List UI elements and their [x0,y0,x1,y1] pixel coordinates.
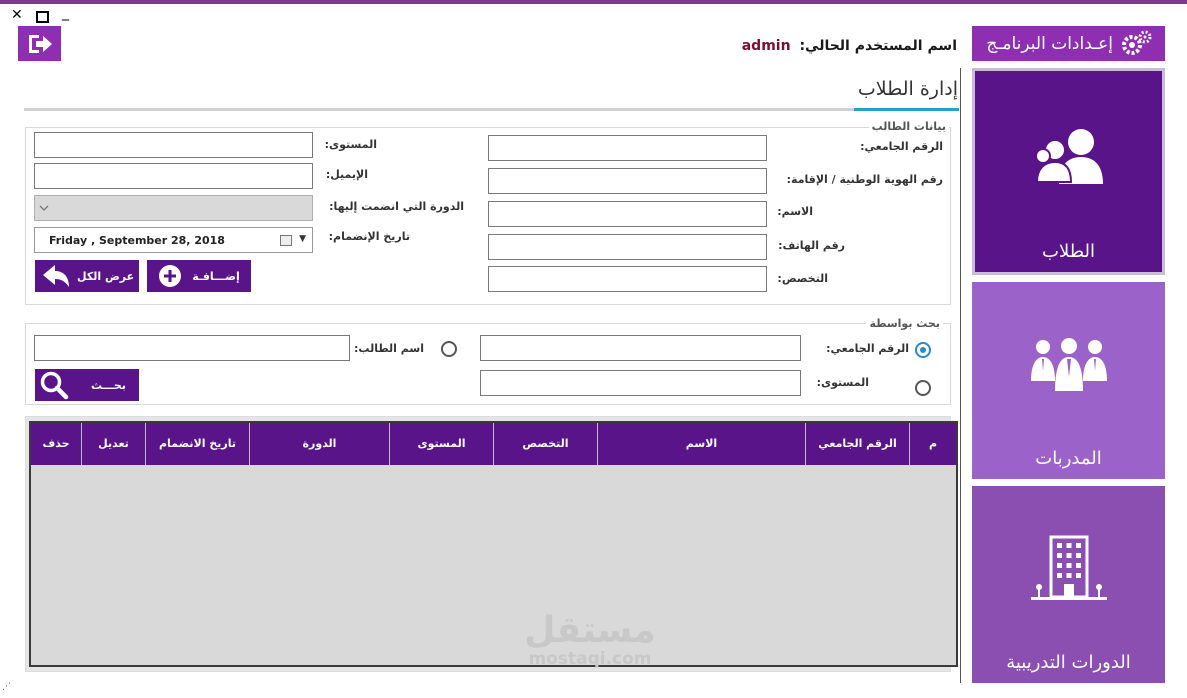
search-university-id-label: الرقم الجامعي: [826,342,909,355]
grid-header [31,423,956,465]
sidebar-tile-students-label: الطلاب [1042,241,1095,262]
watermark-latin: mostaqi.com [528,649,652,669]
national-id-input[interactable] [488,168,767,194]
dropdown-arrow-icon: ▼ [299,234,306,244]
settings-button[interactable] [972,26,1165,61]
col-name[interactable]: الاسم [597,423,805,465]
sidebar-tile-trainers[interactable] [972,282,1165,479]
course-select[interactable] [34,195,313,221]
window-accent-bar [0,0,1187,4]
email-input[interactable] [34,163,313,189]
search-name-input[interactable] [34,335,350,361]
col-level[interactable]: المستوى [389,423,493,465]
university-id-label: الرقم الجامعي: [860,140,943,153]
col-join-date[interactable]: تاريخ الانضمام [145,423,249,465]
student-data-legend: بيانات الطالب [869,120,949,133]
calendar-icon [280,235,292,246]
current-user-label: اسم المستخدم الحالي: [799,38,957,54]
sidebar-tile-courses[interactable] [972,486,1165,683]
course-label: الدورة التي انضمت إليها: [329,200,464,213]
current-user [742,38,957,54]
col-course[interactable]: الدورة [249,423,389,465]
page-title: إدارة الطلاب [857,78,958,100]
add-button[interactable] [147,260,251,292]
major-input[interactable] [488,266,767,292]
show-all-button[interactable] [35,260,139,292]
chevron-down-icon [39,205,49,211]
sidebar-divider [960,68,961,683]
search-university-id-input[interactable] [480,335,801,361]
join-date-picker[interactable] [34,227,313,253]
show-all-button-label: عرض الكل [77,269,135,283]
search-icon [39,370,69,400]
back-arrow-icon [41,263,71,289]
col-index[interactable]: م [909,423,956,465]
search-by-name-radio[interactable] [441,341,457,357]
col-major[interactable]: التخصص [493,423,597,465]
add-button-label: إضـــافـة [192,269,240,283]
sidebar-tile-courses-label: الدورات التدريبية [1006,652,1131,673]
university-id-input[interactable] [488,135,767,161]
gears-icon [1119,29,1153,59]
logout-button[interactable] [18,26,61,61]
search-legend: بحث بواسطة [866,317,943,330]
level-input[interactable] [34,132,313,158]
level-label: المستوى: [324,138,377,151]
search-level-input[interactable] [480,370,801,396]
national-id-label: رقم الهوية الوطنية / الإقامة: [786,173,943,186]
sidebar-tile-trainers-label: المدربات [1035,448,1102,469]
phone-input[interactable] [488,234,767,260]
watermark-arabic: مستقل [524,610,656,651]
close-window-button[interactable]: ✕ [11,7,23,23]
resize-grip-icon[interactable]: ⋰ [2,682,11,692]
name-label: الاسم: [777,205,813,218]
search-by-university-id-radio[interactable] [915,342,931,358]
email-label: الإيميل: [325,168,368,181]
col-university-id[interactable]: الرقم الجامعي [805,423,909,465]
search-by-level-radio[interactable] [915,380,931,396]
sidebar-tile-students[interactable] [972,68,1165,275]
title-underline [854,108,959,111]
current-username: admin [741,38,791,54]
search-button[interactable] [35,369,139,401]
staff-icon [1029,337,1109,393]
search-name-label: اسم الطالب: [354,342,424,355]
maximize-icon [36,11,49,23]
title-divider [24,108,854,111]
name-input[interactable] [488,201,767,227]
join-date-label: تاريخ الإنضمام: [328,230,410,243]
users-icon [1031,126,1107,186]
students-grid[interactable] [29,421,958,667]
search-level-label: المستوى: [816,376,869,389]
minimize-window-button[interactable]: _ [62,5,69,21]
maximize-window-button[interactable] [36,11,49,27]
phone-label: رقم الهاتف: [778,239,845,252]
col-delete[interactable]: حذف [42,437,70,450]
plus-circle-icon [158,264,182,288]
join-date-value: Friday , September 28, 2018 [49,234,225,247]
exit-icon [26,32,54,56]
building-icon [1029,533,1109,605]
search-button-label: بحـــث [91,378,126,392]
settings-label: إعـدادات البرنامـج [986,33,1113,54]
major-label: التخصص: [777,272,828,285]
watermark [500,612,680,668]
col-edit[interactable]: تعديل [81,423,145,465]
